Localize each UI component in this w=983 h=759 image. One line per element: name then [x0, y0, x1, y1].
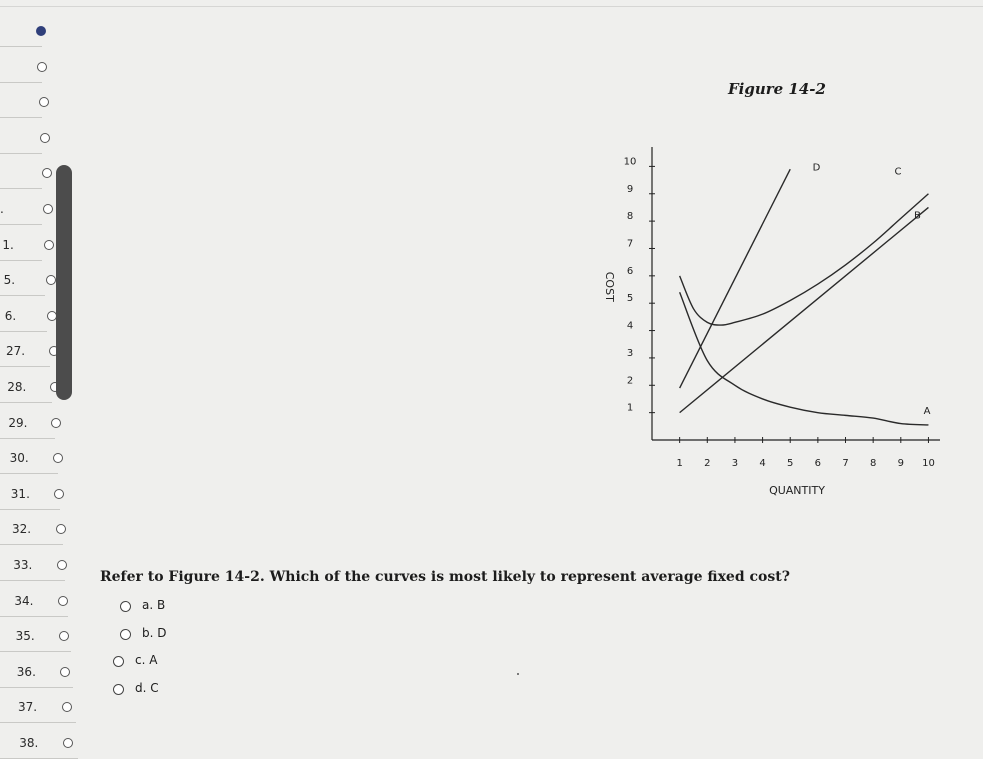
question-nav-number: 36.: [16, 664, 36, 679]
question-nav-divider: [0, 544, 63, 545]
question-nav-number: 34.: [14, 593, 34, 608]
question-nav-item[interactable]: [0, 407, 95, 439]
question-nav-item[interactable]: [0, 727, 95, 759]
x-tick-label: 5: [787, 458, 794, 469]
y-tick-label: 1: [626, 402, 634, 414]
question-nav-status-icon[interactable]: [43, 204, 53, 214]
question-nav-divider: [0, 616, 68, 617]
question-nav-divider: [0, 722, 76, 723]
stray-dot: [517, 673, 519, 675]
question-nav-divider: [0, 295, 45, 296]
x-tick-label: 8: [869, 458, 877, 469]
question-nav-divider: [0, 402, 52, 403]
question-nav-number: 35.: [15, 629, 35, 644]
question-nav-divider: [0, 509, 60, 510]
question-nav-status-icon[interactable]: [56, 524, 66, 534]
question-nav-status-icon[interactable]: [51, 418, 61, 428]
question-nav-divider: [0, 82, 42, 83]
question-nav-number: 27.: [6, 344, 26, 359]
question-nav-item[interactable]: [0, 264, 95, 296]
question-nav-item[interactable]: [0, 15, 95, 47]
question-nav-status-icon[interactable]: [39, 97, 49, 107]
question-nav-item[interactable]: [0, 585, 95, 617]
question-nav-item[interactable]: [0, 229, 95, 261]
choice-b-label: b. D: [142, 626, 167, 640]
question-nav-status-icon[interactable]: [42, 168, 52, 178]
figure-title: Figure 14-2: [728, 80, 826, 98]
question-nav-item[interactable]: [0, 620, 95, 652]
question-nav-item[interactable]: [0, 193, 95, 225]
y-axis-label: COST: [603, 271, 616, 302]
question-nav-status-icon[interactable]: [53, 453, 63, 463]
top-divider: [0, 6, 983, 7]
question-nav-item[interactable]: [0, 300, 95, 332]
curve-a: [680, 292, 929, 425]
question-nav-item[interactable]: [0, 157, 95, 189]
question-nav-status-icon[interactable]: [37, 62, 47, 72]
question-nav-status-icon[interactable]: [59, 631, 69, 641]
question-nav-item[interactable]: [0, 691, 95, 723]
y-tick-label: 9: [626, 183, 634, 195]
question-nav-status-icon[interactable]: [46, 275, 56, 285]
question-nav-divider: [0, 260, 42, 261]
question-nav-divider: [0, 651, 71, 652]
question-nav-item[interactable]: [0, 513, 95, 545]
question-text: Refer to Figure 14-2. Which of the curves is most likely to represent average fixed cost?: [100, 569, 790, 585]
question-nav-divider: [0, 188, 42, 189]
question-nav-number: 5.: [3, 273, 16, 288]
curve-label-c: C: [894, 166, 902, 178]
choice-c-radio[interactable]: [113, 656, 124, 667]
question-nav-number: 37.: [18, 700, 38, 715]
question-nav-number: 32.: [12, 522, 32, 537]
question-nav-divider: [0, 153, 42, 154]
question-navigator: [0, 0, 100, 749]
y-tick-label: 10: [623, 156, 637, 168]
question-nav-status-icon[interactable]: [40, 133, 50, 143]
choice-d-radio[interactable]: [113, 684, 124, 695]
question-nav-item[interactable]: [0, 51, 95, 83]
x-tick-label: 9: [897, 458, 904, 469]
question-nav-item[interactable]: [0, 442, 95, 474]
x-tick-label: 4: [759, 458, 766, 469]
question-nav-divider: [0, 473, 58, 474]
x-tick-label: 2: [704, 458, 711, 469]
y-tick-label: 5: [626, 293, 634, 305]
y-tick-label: 3: [626, 347, 634, 359]
question-nav-status-icon[interactable]: [57, 560, 67, 570]
x-tick-label: 10: [922, 458, 935, 469]
question-nav-status-icon[interactable]: [54, 489, 64, 499]
question-nav-number: 28.: [7, 380, 27, 394]
question-nav-number: 33.: [13, 558, 33, 572]
curve-b: [680, 207, 929, 412]
curve-label-b: B: [913, 210, 921, 222]
y-tick-label: 6: [626, 265, 634, 277]
choice-c-label: c. A: [135, 653, 158, 667]
question-nav-number: .: [0, 202, 4, 216]
question-nav-item[interactable]: [0, 549, 95, 581]
x-axis-label: QUANTITY: [769, 484, 825, 497]
question-nav-divider: [0, 687, 73, 688]
cost-curves-chart: [580, 130, 940, 510]
x-tick-label: 7: [842, 458, 849, 469]
y-tick-label: 8: [626, 211, 634, 223]
y-tick-label: 7: [626, 238, 634, 250]
y-tick-label: 4: [626, 320, 634, 332]
curve-d: [680, 169, 791, 388]
y-tick-label: 2: [626, 375, 634, 387]
question-nav-item[interactable]: [0, 335, 95, 367]
x-tick-label: 1: [676, 458, 683, 469]
question-nav-item[interactable]: [0, 122, 95, 154]
question-nav-divider: [0, 331, 47, 332]
question-nav-number: 1.: [2, 237, 14, 252]
question-nav-status-icon[interactable]: [58, 596, 68, 606]
question-nav-divider: [0, 117, 42, 118]
choice-b-radio[interactable]: [120, 629, 131, 640]
question-nav-item[interactable]: [0, 656, 95, 688]
question-nav-item[interactable]: [0, 86, 95, 118]
question-nav-divider: [0, 438, 55, 439]
question-nav-status-icon[interactable]: [62, 702, 72, 712]
x-tick-label: 6: [814, 458, 822, 469]
x-tick-label: 3: [731, 458, 739, 469]
question-nav-divider: [0, 46, 42, 47]
question-nav-status-icon[interactable]: [60, 667, 70, 677]
question-nav-status-icon[interactable]: [63, 738, 73, 748]
question-nav-status-icon[interactable]: [36, 26, 46, 36]
choice-a-radio[interactable]: [120, 601, 131, 612]
question-nav-number: 30.: [9, 451, 29, 466]
question-nav-item[interactable]: [0, 478, 95, 510]
curve-label-d: D: [812, 162, 821, 174]
question-nav-number: 29.: [8, 415, 28, 430]
curve-c: [680, 194, 929, 325]
question-nav-divider: [0, 366, 50, 367]
question-nav-divider: [0, 224, 42, 225]
question-nav-item[interactable]: [0, 371, 95, 403]
curve-label-a: A: [923, 406, 931, 418]
choice-d-label: d. C: [135, 681, 159, 695]
question-nav-number: 38.: [19, 736, 39, 750]
question-nav-divider: [0, 580, 65, 581]
navigator-scrollbar-thumb[interactable]: [56, 165, 72, 400]
question-nav-status-icon[interactable]: [44, 240, 54, 250]
question-nav-number: 31.: [10, 486, 30, 501]
choice-a-label: a. B: [142, 598, 166, 612]
question-nav-number: 6.: [4, 308, 17, 323]
